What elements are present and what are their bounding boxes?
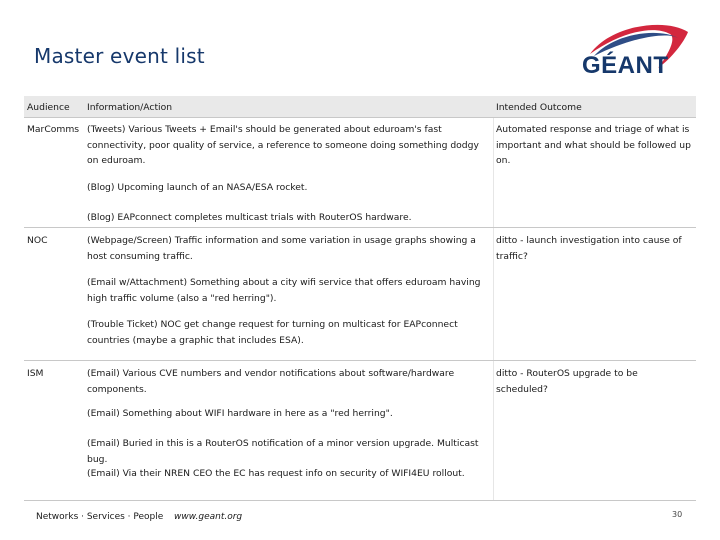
table-row-noc bbox=[24, 228, 696, 361]
slide-title: Master event list bbox=[34, 44, 205, 68]
header-information: Information/Action bbox=[87, 102, 173, 113]
footer-tagline: Networks · Services · People bbox=[36, 512, 164, 522]
event-item: (Email) Via their NREN CEO the EC has request info on security of WIFI4EU rollout. bbox=[87, 468, 465, 479]
logo-wordmark: GÉANT bbox=[582, 52, 669, 79]
event-item: (Email w/Attachment) Something about a city wifi service that offers eduroam having high traffic volume (also a "red herring"). bbox=[87, 277, 481, 304]
table-row-ism bbox=[24, 361, 696, 501]
event-item: (Webpage/Screen) Traffic information and some variation in usage graphs showing a host consuming traffic. bbox=[87, 235, 476, 262]
table-row-marcomms bbox=[24, 118, 696, 228]
event-item: (Tweets) Various Tweets + Email's should be generated about eduroam's fast connectivity, poor quality of service, a reference to someone doing something dodgy on eduroam. bbox=[87, 124, 479, 166]
information-cell bbox=[87, 122, 493, 228]
header-outcome: Intended Outcome bbox=[496, 102, 582, 113]
audience-cell: NOC bbox=[27, 235, 48, 246]
event-item: (Email) Something about WIFI hardware in here as a "red herring". bbox=[87, 408, 393, 419]
event-item: (Trouble Ticket) NOC get change request for turning on multicast for EAPconnect countries (maybe a graphic that includes ESA). bbox=[87, 319, 458, 346]
geant-logo bbox=[572, 18, 694, 80]
event-item: (Email) Various CVE numbers and vendor notifications about software/hardware components. bbox=[87, 368, 455, 395]
information-cell bbox=[87, 233, 493, 361]
outcome-cell: Automated response and triage of what is important and what should be followed up on. bbox=[496, 124, 691, 166]
event-item: (Email) Buried in this is a RouterOS notification of a minor version upgrade. Multicast bug. bbox=[87, 438, 479, 465]
header-audience: Audience bbox=[27, 102, 70, 113]
master-event-table bbox=[24, 96, 696, 501]
page-number: 30 bbox=[672, 510, 683, 519]
outcome-cell: ditto - RouterOS upgrade to be scheduled? bbox=[496, 368, 638, 395]
footer-url[interactable]: www.geant.org bbox=[174, 512, 243, 522]
event-item: (Blog) Upcoming launch of an NASA/ESA rocket. bbox=[87, 182, 308, 193]
audience-cell: MarComms bbox=[27, 124, 80, 135]
event-item: (Blog) EAPconnect completes multicast trials with RouterOS hardware. bbox=[87, 212, 412, 223]
outcome-cell: ditto - launch investigation into cause of traffic? bbox=[496, 235, 682, 262]
audience-cell: ISM bbox=[27, 368, 44, 379]
table-header-row bbox=[24, 96, 696, 118]
information-cell bbox=[87, 366, 493, 501]
